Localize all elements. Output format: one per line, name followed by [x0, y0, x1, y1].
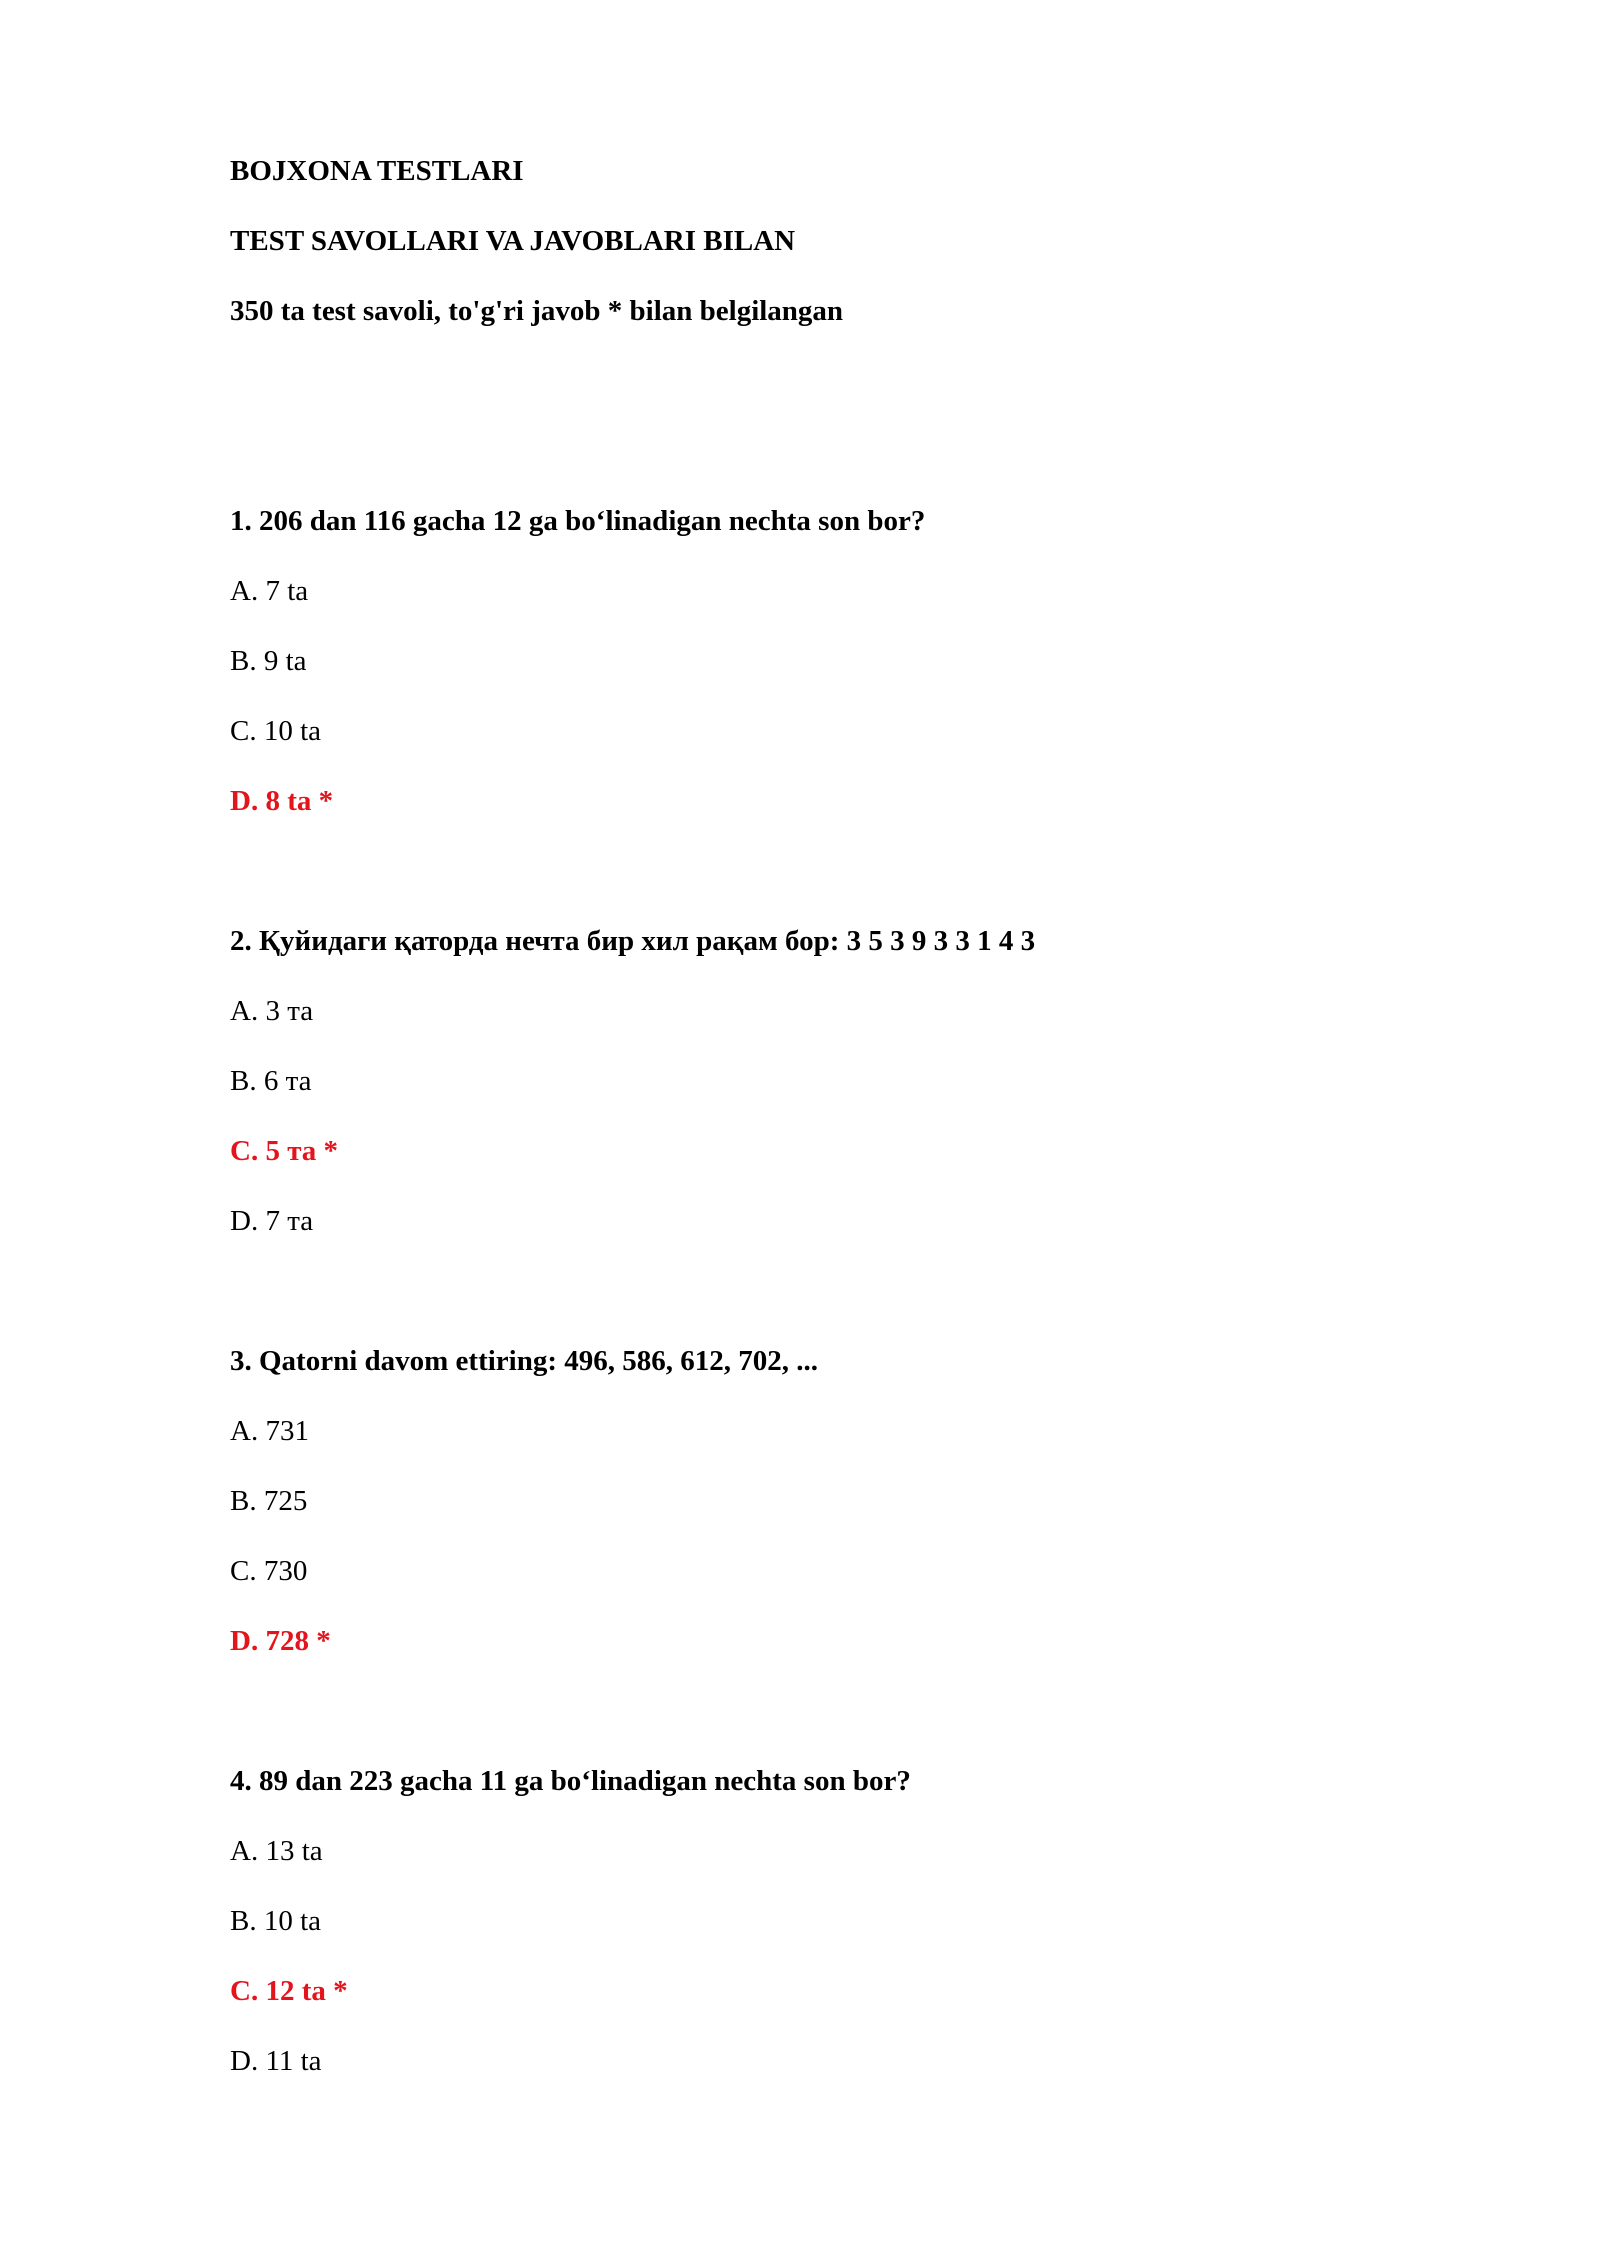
question-4-option-c-correct: C. 12 ta *: [230, 1975, 348, 2007]
question-4-option-b: B. 10 ta: [230, 1905, 322, 1937]
question-3-option-d-correct: D. 728 *: [230, 1625, 331, 1657]
question-3-text: 3. Qatorni davom ettiring: 496, 586, 612, 702, ...: [230, 1345, 819, 1377]
question-1-option-c: C. 10 ta: [230, 715, 322, 747]
question-3-option-c: C. 730: [230, 1555, 308, 1587]
question-2-option-d: D. 7 та: [230, 1205, 314, 1237]
question-3-option-a: A. 731: [230, 1415, 309, 1447]
document-subtitle: TEST SAVOLLARI VA JAVOBLARI BILAN: [230, 225, 796, 257]
question-2-option-b: B. 6 та: [230, 1065, 312, 1097]
document-note: 350 ta test savoli, to'g'ri javob * bilan belgilangan: [230, 295, 844, 327]
question-2-option-a: A. 3 та: [230, 995, 314, 1027]
document-title: BOJXONA TESTLARI: [230, 155, 524, 187]
question-1-option-b: B. 9 ta: [230, 645, 307, 677]
question-2-option-c-correct: C. 5 та *: [230, 1135, 339, 1167]
question-2-text: 2. Қуйидаги қаторда нечта бир хил рақам бор: 3 5 3 9 3 3 1 4 3: [230, 925, 1036, 957]
question-1-option-a: A. 7 ta: [230, 575, 309, 607]
question-4-text: 4. 89 dan 223 gacha 11 ga bo‘linadigan nechta son bor?: [230, 1765, 911, 1797]
question-4-option-d: D. 11 ta: [230, 2045, 322, 2077]
question-3-option-b: B. 725: [230, 1485, 308, 1517]
question-1-text: 1. 206 dan 116 gacha 12 ga bo‘linadigan nechta son bor?: [230, 505, 926, 537]
question-4-option-a: A. 13 ta: [230, 1835, 323, 1867]
question-1-option-d-correct: D. 8 ta *: [230, 785, 334, 817]
